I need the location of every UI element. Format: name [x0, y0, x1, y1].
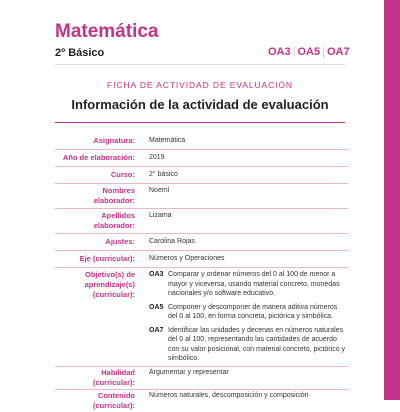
row-objetivos — [55, 268, 348, 367]
header-divider — [55, 64, 345, 65]
row-contenido — [55, 390, 348, 412]
objectives-list — [143, 268, 348, 366]
field-label-line: elaborador: — [93, 221, 135, 230]
objective-text: Identificar las unidades y decenas en números naturales del 0 al 100, representando las cantidades de acuerdo con su valor posicional, con material concreto, pictórico y simbólico. — [168, 326, 346, 362]
field-label — [55, 209, 143, 233]
field-value: Argumentar y representar — [149, 369, 229, 376]
field-label — [55, 184, 143, 208]
oa-code: OA3 — [268, 46, 291, 58]
field-value: Noemí — [149, 187, 170, 194]
document-type: FICHA DE ACTIVIDAD DE EVALUACIÓN — [107, 80, 293, 90]
field-label-line: Habilidad — [101, 368, 135, 377]
row-nombres — [55, 184, 348, 209]
field-label-line: (curricular): — [92, 290, 135, 299]
objective-text: Componer y descomponer de manera aditiva números del 0 al 100, en forma concreta, pictórica y simbólica. — [168, 303, 338, 320]
row-eje — [55, 251, 348, 268]
field-value: Matemática — [149, 137, 186, 144]
title-divider — [55, 122, 345, 123]
objective-item — [149, 326, 348, 364]
field-label-line: Objetivo(s) de — [84, 270, 135, 279]
field-label — [55, 268, 143, 366]
field-value: 2019 — [149, 154, 165, 161]
grade-label: 2º Básico — [55, 47, 105, 59]
objective-item — [149, 303, 348, 322]
info-table — [55, 133, 348, 412]
field-value: Números y Operaciones — [149, 255, 225, 262]
objective-code: OA3 — [149, 271, 164, 278]
field-label-line: aprendizaje(s) — [84, 280, 135, 289]
field-label — [55, 367, 143, 389]
field-label: Eje (curricular): — [79, 254, 135, 263]
field-label-line: elaborador: — [93, 196, 135, 205]
oa-code: OA5 — [297, 46, 321, 58]
oa-separator: | — [292, 46, 296, 58]
subject-title: Matemática — [55, 21, 159, 42]
row-ajustes — [55, 234, 348, 251]
field-value: Carolina Rojas — [149, 238, 195, 245]
field-label-line: Contenido — [97, 391, 135, 400]
field-label: Ajustes: — [105, 237, 135, 246]
field-value: Lizama — [149, 212, 172, 219]
row-curso — [55, 167, 348, 184]
document-title: Información de la actividad de evaluación — [71, 97, 329, 112]
oa-codes — [268, 46, 350, 58]
oa-separator: | — [322, 46, 325, 58]
row-anio — [55, 150, 348, 167]
field-label-line: (curricular): — [92, 378, 135, 387]
objective-item — [149, 270, 348, 299]
row-asignatura — [55, 133, 348, 150]
field-label: Año de elaboración: — [62, 153, 135, 162]
oa-code: OA7 — [326, 46, 350, 58]
field-label: Asignatura: — [93, 136, 135, 145]
row-apellidos — [55, 209, 348, 234]
objective-text: Comparar y ordenar números del 0 al 100 de menor a mayor y viceversa, usando material concreto, monedas nacionales y/o software educativo. — [168, 271, 340, 297]
field-value: 2° básico — [149, 171, 178, 178]
objective-code: OA5 — [149, 303, 164, 311]
row-habilidad — [55, 367, 348, 390]
field-label — [55, 390, 143, 412]
field-label-line: Nombres — [102, 186, 135, 195]
field-label-line: (curricular): — [92, 401, 135, 410]
side-stripe — [384, 0, 400, 400]
objective-code: OA7 — [149, 326, 164, 334]
field-label-line: Apellidos — [101, 211, 135, 220]
field-value: Números naturales, descomposición y composición — [149, 392, 309, 399]
field-label: Curso: — [110, 170, 135, 179]
